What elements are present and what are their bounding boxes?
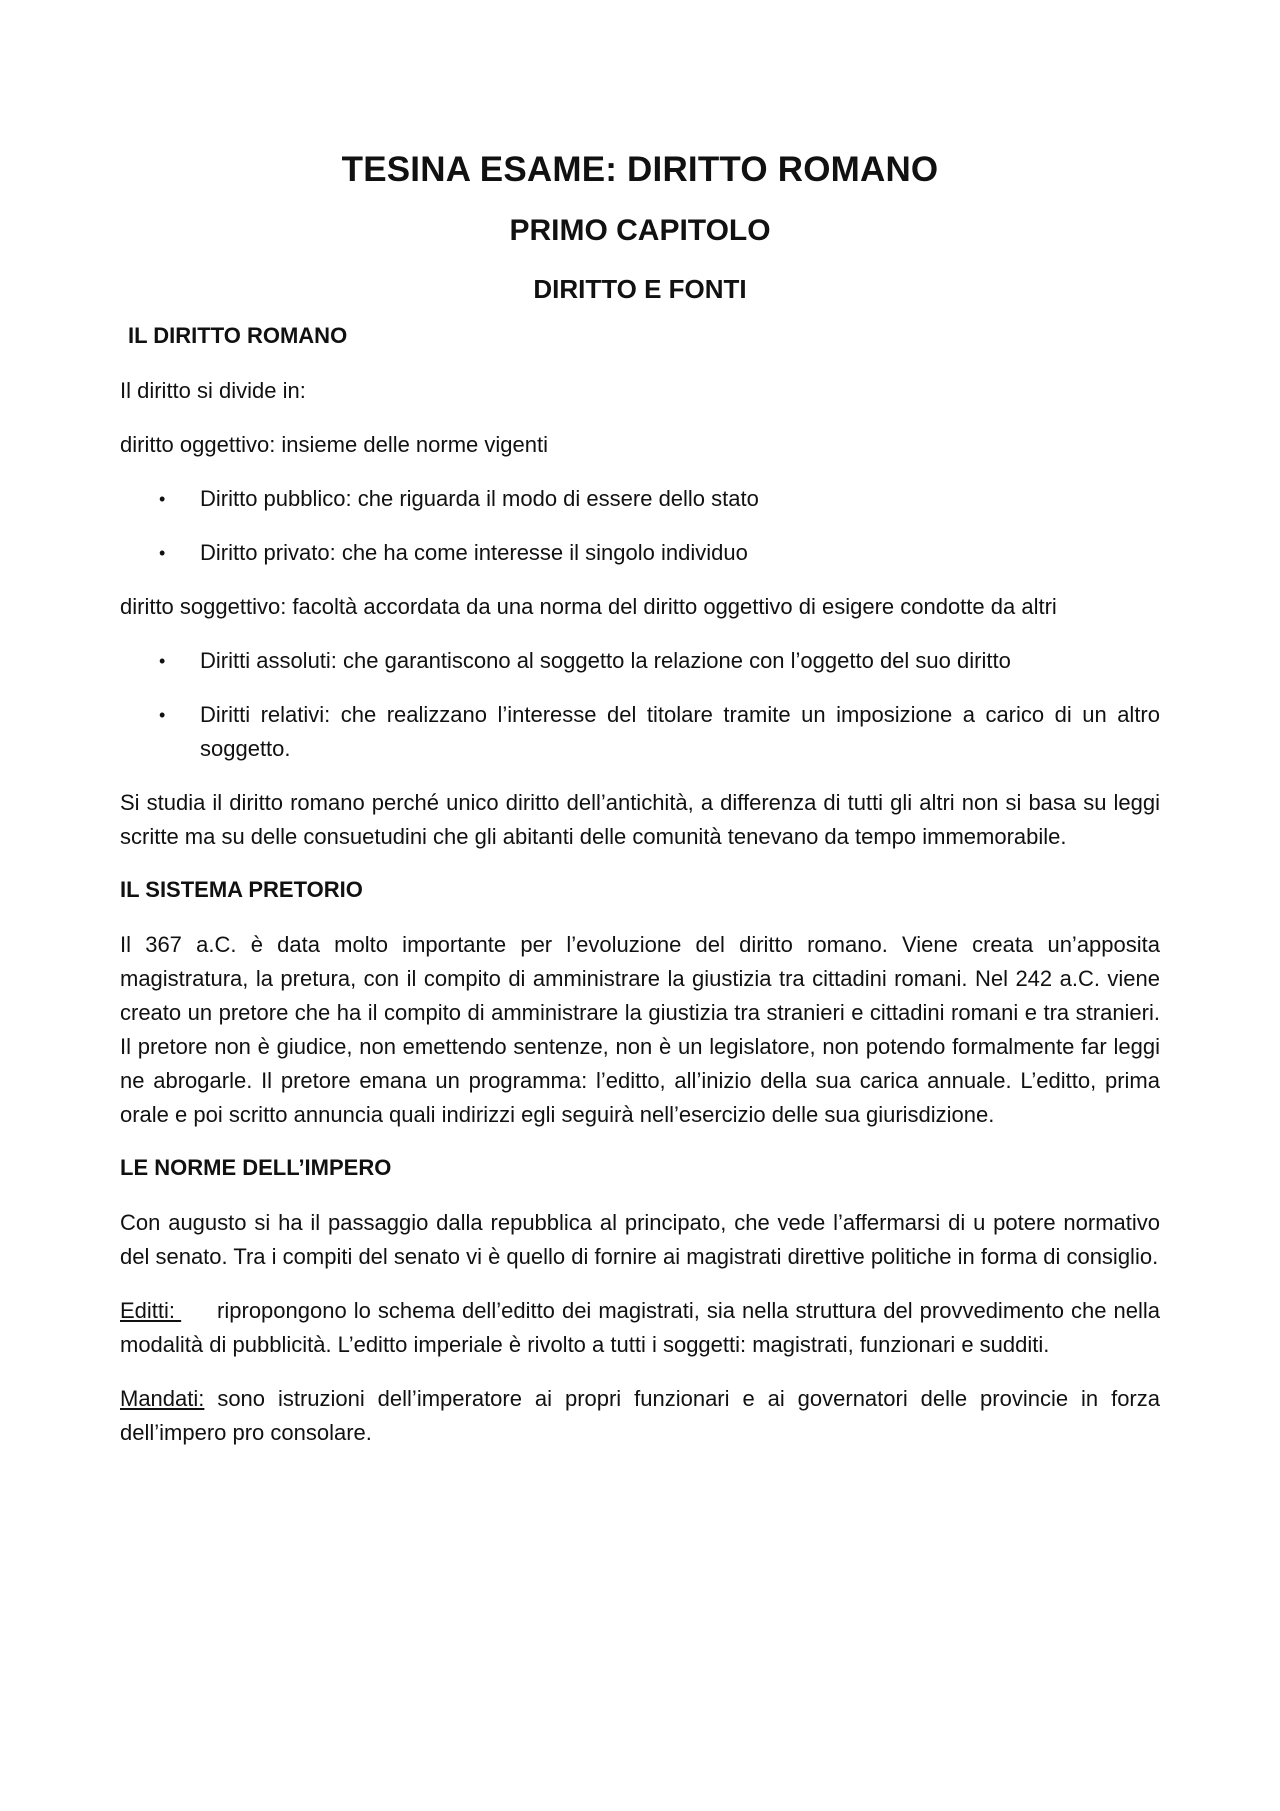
list-item <box>120 482 1160 516</box>
intro-paragraph: Il diritto si divide in: <box>120 378 306 403</box>
list-item <box>120 698 1160 766</box>
list-item-text: Diritti assoluti: che garantiscono al soggetto la relazione con l’oggetto del suo diritto <box>200 648 1011 673</box>
document-title: TESINA ESAME: DIRITTO ROMANO <box>341 150 939 189</box>
mandati-paragraph <box>120 1382 1160 1450</box>
bullet-icon: • <box>159 543 166 563</box>
list-item <box>120 536 1160 570</box>
bullet-icon: • <box>159 705 166 725</box>
sistema-pretorio-paragraph: Il 367 a.C. è data molto importante per l’evoluzione del diritto romano. Viene creata un’apposita magistratura, la pretura, con il compito di amministrare la giustizia tra cittadini romani. Nel 242 a.C. viene creato un pretore che ha il compito di amministrare la giustizia tra stranieri e cittadini romani e tra stranieri. Il pretore non è giudice, non emettendo sentenze, non è un legislatore, non potendo formalmente far leggi ne abrogarle. Il pretore emana un programma: l’editto, all’inizio della sua carica annuale. L’editto, prima orale e poi scritto annuncia quali indirizzi egli seguirà nell’esercizio delle sua giurisdizione. <box>120 932 1160 1127</box>
diritto-soggettivo-paragraph: diritto soggettivo: facoltà accordata da una norma del diritto oggettivo di esigere condotte da altri <box>120 594 1057 619</box>
diritto-oggettivo-paragraph: diritto oggettivo: insieme delle norme vigenti <box>120 432 549 457</box>
diritto-soggettivo-list <box>120 644 1160 766</box>
list-item-text: Diritto pubblico: che riguarda il modo di essere dello stato <box>200 486 759 511</box>
bullet-icon: • <box>159 489 166 509</box>
section-heading-sistema-pretorio: IL SISTEMA PRETORIO <box>120 877 363 902</box>
editti-text: ripropongono lo schema dell’editto dei magistrati, sia nella struttura del provvedimento che nella modalità di pubblicità. L’editto imperiale è rivolto a tutti i soggetti: magistrati, funzionari e sudditi. <box>120 1298 1160 1357</box>
document-content <box>120 148 1160 1470</box>
section-heading-norme-impero: LE NORME DELL’IMPERO <box>120 1155 392 1180</box>
bullet-icon: • <box>159 651 166 671</box>
list-item-text: Diritti relativi: che realizzano l’interesse del titolare tramite un imposizione a carico di un altro soggetto. <box>200 702 1160 761</box>
section-heading-diritto-romano: IL DIRITTO ROMANO <box>128 323 348 348</box>
diritto-romano-closing-paragraph: Si studia il diritto romano perché unico diritto dell’antichità, a differenza di tutti gli altri non si basa su leggi scritte ma su delle consuetudini che gli abitanti delle comunità tenevano da tempo immemorabile. <box>120 790 1160 849</box>
mandati-text: sono istruzioni dell’imperatore ai propri funzionari e ai governatori delle provincie in forza dell’impero pro consolare. <box>120 1386 1160 1445</box>
diritto-oggettivo-list <box>120 482 1160 570</box>
chapter-heading: PRIMO CAPITOLO <box>509 214 771 247</box>
list-item-text: Diritto privato: che ha come interesse il singolo individuo <box>200 540 748 565</box>
editti-term: Editti: <box>120 1298 182 1323</box>
mandati-term: Mandati: <box>120 1386 205 1411</box>
chapter-subtitle: DIRITTO E FONTI <box>533 274 747 304</box>
list-item <box>120 644 1160 678</box>
editti-paragraph <box>120 1294 1160 1362</box>
norme-impero-paragraph: Con augusto si ha il passaggio dalla repubblica al principato, che vede l’affermarsi di u potere normativo del senato. Tra i compiti del senato vi è quello di fornire ai magistrati direttive politiche in forma di consiglio. <box>120 1210 1160 1269</box>
